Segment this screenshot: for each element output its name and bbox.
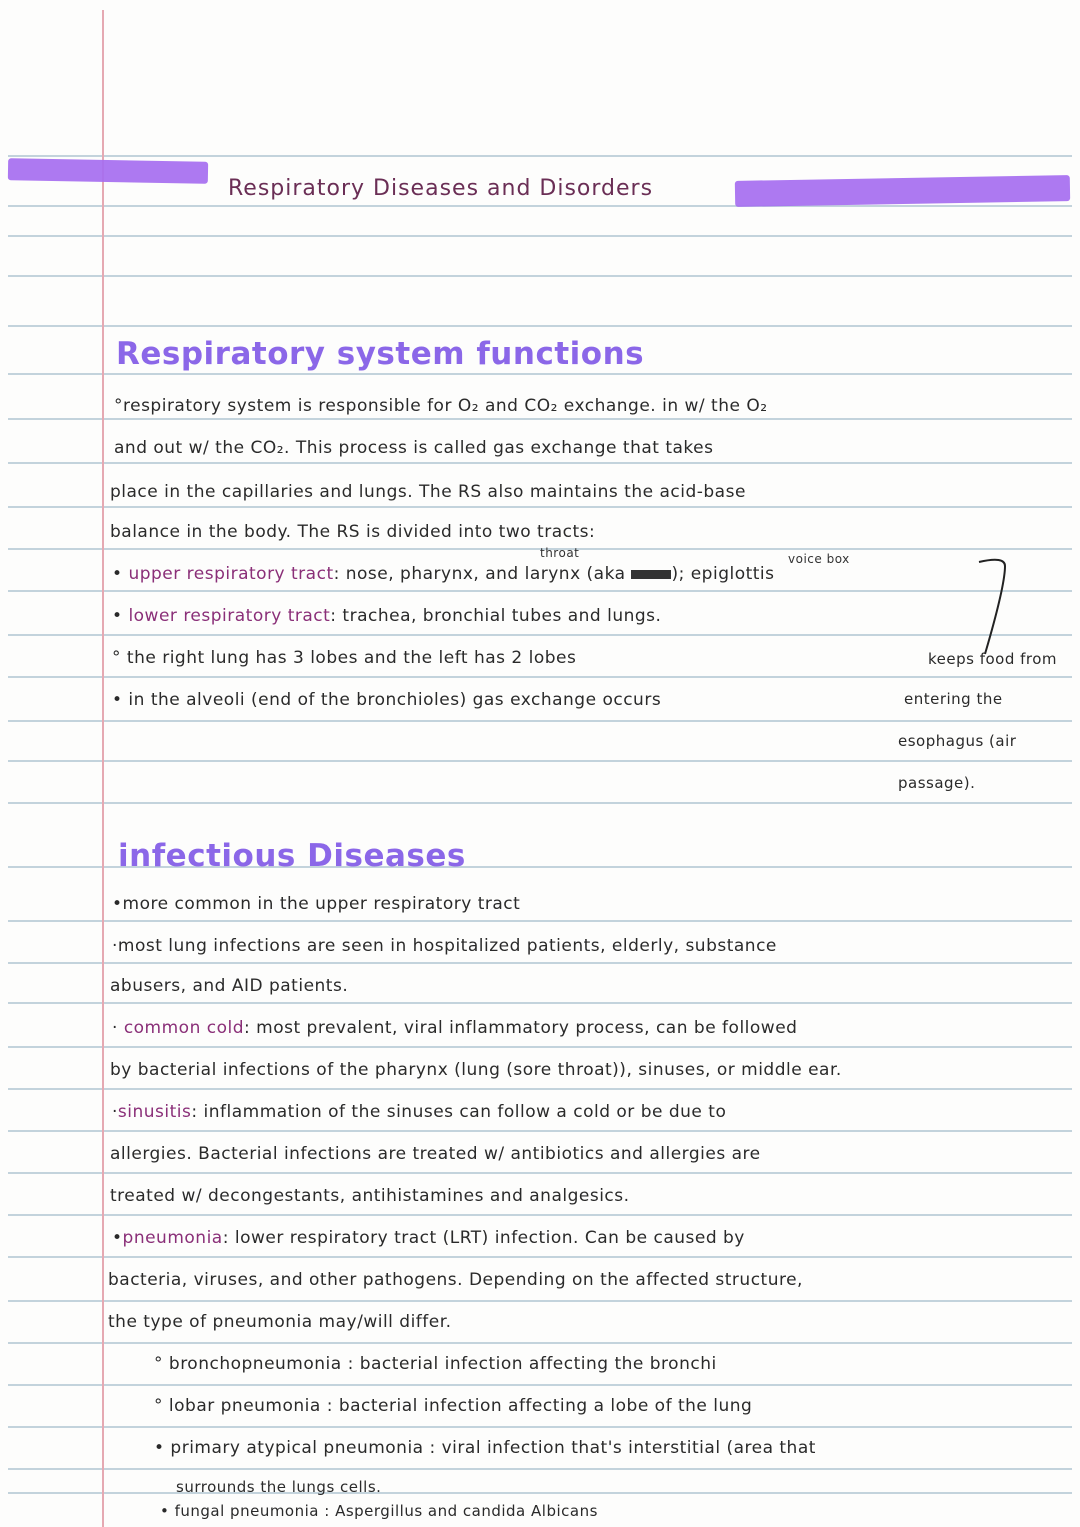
ruled-line [8, 920, 1072, 922]
text-line: • in the alveoli (end of the bronchioles) gas exchange occurs [112, 690, 662, 710]
side-note: passage). [898, 774, 976, 792]
upper-tract-line: • upper respiratory tract: nose, pharynx, and larynx (aka ); epiglottis [112, 564, 775, 584]
ruled-line [8, 676, 1072, 678]
ruled-line [8, 1468, 1072, 1470]
ruled-line [8, 1130, 1072, 1132]
text-line: treated w/ decongestants, antihistamines and analgesics. [110, 1186, 630, 1206]
ruled-line [8, 720, 1072, 722]
ruled-line [8, 1426, 1072, 1428]
text-line: abusers, and AID patients. [110, 976, 349, 996]
ruled-line [8, 1384, 1072, 1386]
text-line: by bacterial infections of the pharynx (lung (sore throat)), sinuses, or middle ear. [110, 1060, 842, 1080]
title-highlight-right [735, 175, 1070, 207]
annotation-voice-box: voice box [788, 552, 850, 566]
pneumonia-type: surrounds the lungs cells. [176, 1478, 382, 1496]
ruled-line [8, 1214, 1072, 1216]
term-sinusitis: sinusitis [117, 1102, 192, 1122]
lower-tract-line: • lower respiratory tract: trachea, bronchial tubes and lungs. [112, 606, 662, 626]
ruled-line [8, 506, 1072, 508]
text-line: •more common in the upper respiratory tract [112, 894, 521, 914]
title-highlight-left [8, 158, 208, 183]
ruled-line [8, 1002, 1072, 1004]
term-lower-respiratory-tract: lower respiratory tract [128, 606, 331, 626]
side-note: entering the [904, 690, 1003, 708]
margin-line [102, 10, 104, 1527]
side-note: keeps food from [928, 650, 1058, 668]
text-line: ° the right lung has 3 lobes and the left has 2 lobes [112, 648, 577, 668]
ruled-line [8, 275, 1072, 277]
ruled-line [8, 205, 1072, 207]
text-line: balance in the body. The RS is divided into two tracts: [110, 522, 596, 542]
annotation-throat: throat [540, 546, 580, 560]
text-line: bacteria, viruses, and other pathogens. Depending on the affected structure, [108, 1270, 803, 1290]
sinusitis-line: ·sinusitis: inflammation of the sinuses can follow a cold or be due to [112, 1102, 727, 1122]
pneumonia-line: •pneumonia: lower respiratory tract (LRT) infection. Can be caused by [112, 1228, 745, 1248]
term-pneumonia: pneumonia [122, 1228, 223, 1248]
ruled-line [8, 373, 1072, 375]
ruled-line [8, 1088, 1072, 1090]
section-heading-respiratory-functions: Respiratory system functions [116, 336, 645, 372]
text-line: ·most lung infections are seen in hospitalized patients, elderly, substance [112, 936, 777, 956]
ruled-line [8, 962, 1072, 964]
text-line: and out w/ the CO₂. This process is called gas exchange that takes [114, 438, 714, 458]
text-line: the type of pneumonia may/will differ. [108, 1312, 452, 1332]
section-heading-infectious-diseases: infectious Diseases [118, 838, 466, 874]
text-line: place in the capillaries and lungs. The RS also maintains the acid-base [110, 482, 746, 502]
ruled-line [8, 760, 1072, 762]
ruled-line [8, 235, 1072, 237]
page-title: Respiratory Diseases and Disorders [228, 176, 654, 201]
ruled-line [8, 1342, 1072, 1344]
ruled-line [8, 634, 1072, 636]
text-line: allergies. Bacterial infections are treated w/ antibiotics and allergies are [110, 1144, 761, 1164]
common-cold-line: · common cold: most prevalent, viral inflammatory process, can be followed [112, 1018, 798, 1038]
ruled-line [8, 1046, 1072, 1048]
pneumonia-type: • fungal pneumonia : Aspergillus and candida Albicans [160, 1502, 598, 1520]
ruled-line [8, 155, 1072, 157]
term-common-cold: common cold [123, 1018, 245, 1038]
ruled-line [8, 1300, 1072, 1302]
text-line: °respiratory system is responsible for O₂ and CO₂ exchange. in w/ the O₂ [114, 396, 768, 416]
ruled-line [8, 1172, 1072, 1174]
ruled-line [8, 802, 1072, 804]
ruled-line [8, 1492, 1072, 1494]
pneumonia-type: ° lobar pneumonia : bacterial infection affecting a lobe of the lung [154, 1396, 753, 1416]
redacted-mark [631, 570, 671, 579]
bracket-arrow-icon [975, 556, 1013, 656]
pneumonia-type: ° bronchopneumonia : bacterial infection affecting the bronchi [154, 1354, 717, 1374]
term-upper-respiratory-tract: upper respiratory tract [128, 564, 334, 584]
side-note: esophagus (air [898, 732, 1017, 750]
ruled-line [8, 325, 1072, 327]
ruled-line [8, 590, 1072, 592]
ruled-line [8, 418, 1072, 420]
ruled-line [8, 1256, 1072, 1258]
ruled-line [8, 462, 1072, 464]
pneumonia-type: • primary atypical pneumonia : viral infection that's interstitial (area that [154, 1438, 816, 1458]
